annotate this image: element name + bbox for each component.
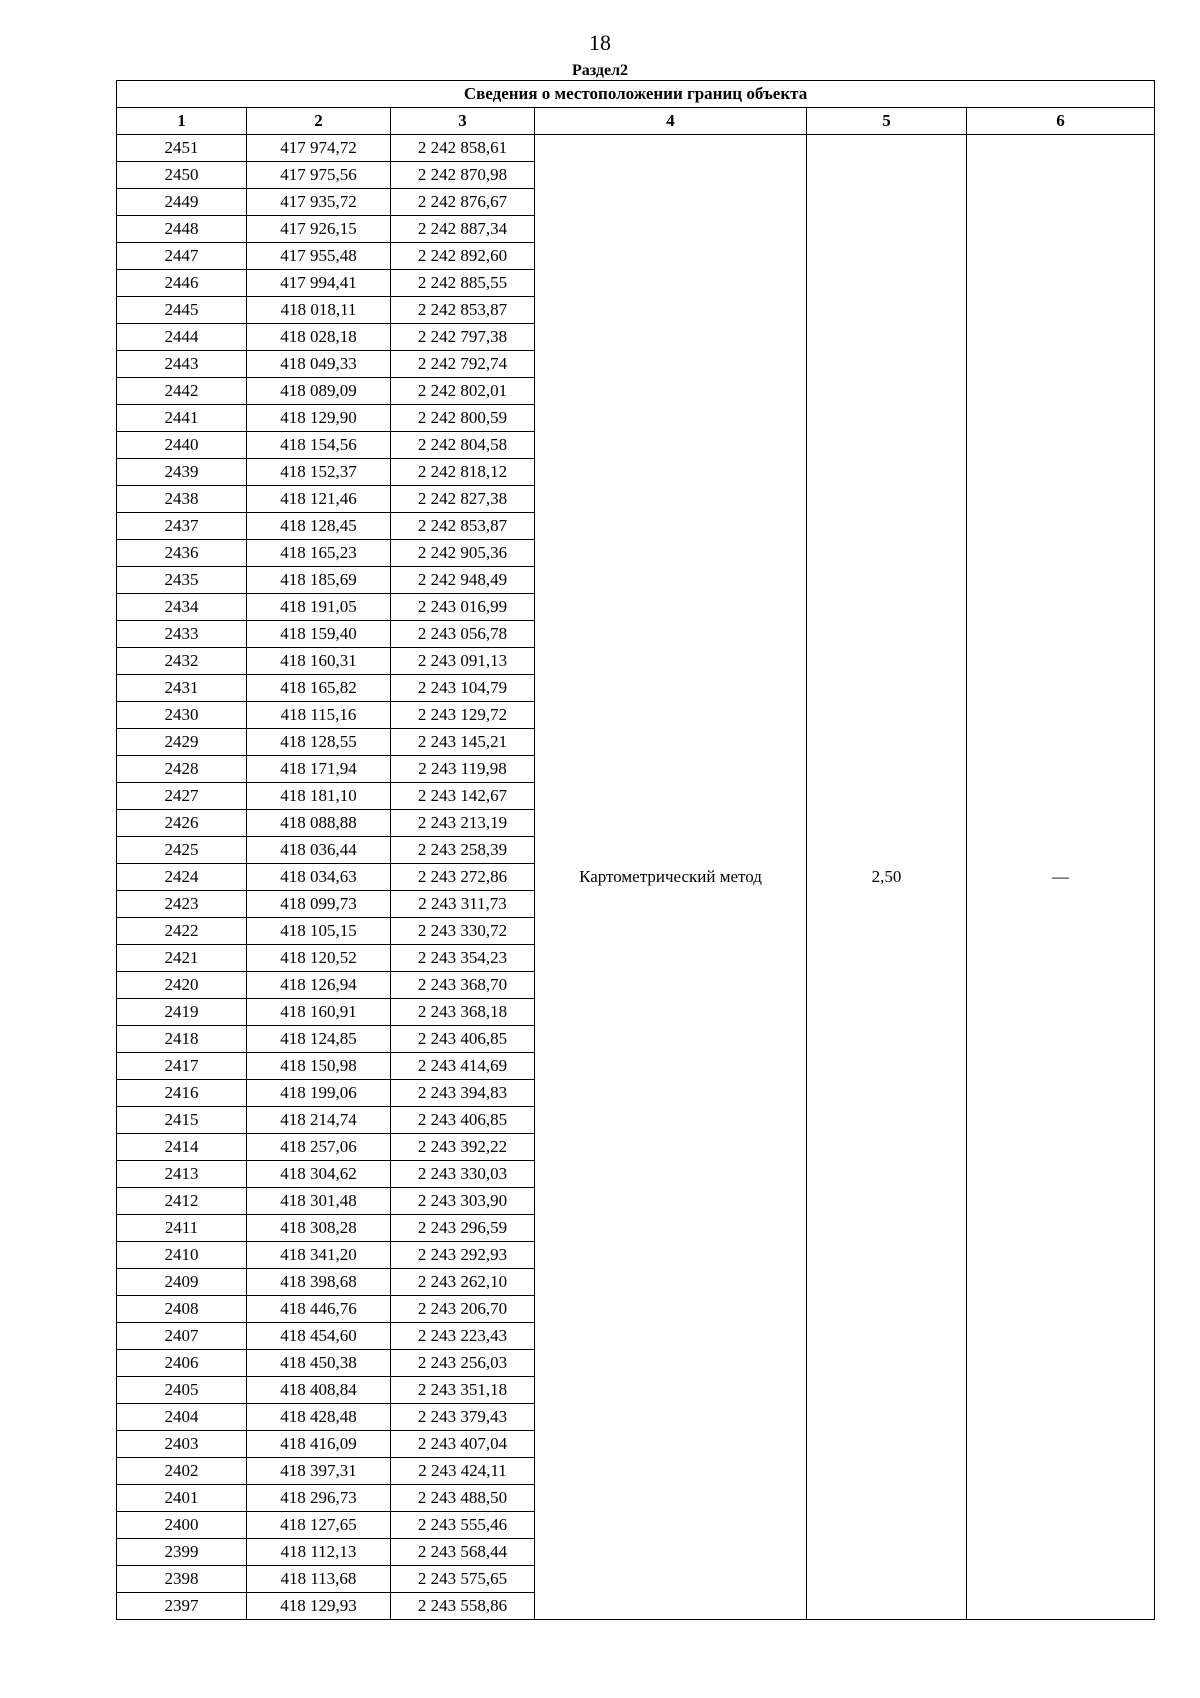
y-coordinate-cell: 2 243 262,10 [391, 1269, 535, 1296]
point-number-cell: 2433 [117, 621, 247, 648]
y-coordinate-cell: 2 243 406,85 [391, 1026, 535, 1053]
point-number-cell: 2446 [117, 270, 247, 297]
point-number-cell: 2414 [117, 1134, 247, 1161]
y-coordinate-cell: 2 242 800,59 [391, 405, 535, 432]
point-number-cell: 2407 [117, 1323, 247, 1350]
y-coordinate-cell: 2 242 858,61 [391, 135, 535, 162]
y-coordinate-cell: 2 243 407,04 [391, 1431, 535, 1458]
y-coordinate-cell: 2 242 853,87 [391, 297, 535, 324]
point-number-cell: 2428 [117, 756, 247, 783]
point-number-cell: 2439 [117, 459, 247, 486]
y-coordinate-cell: 2 242 905,36 [391, 540, 535, 567]
y-coordinate-cell: 2 242 887,34 [391, 216, 535, 243]
x-coordinate-cell: 417 994,41 [247, 270, 391, 297]
x-coordinate-cell: 418 165,82 [247, 675, 391, 702]
x-coordinate-cell: 418 341,20 [247, 1242, 391, 1269]
x-coordinate-cell: 418 105,15 [247, 918, 391, 945]
table-row [117, 135, 1155, 162]
y-coordinate-cell: 2 243 575,65 [391, 1566, 535, 1593]
point-number-cell: 2405 [117, 1377, 247, 1404]
x-coordinate-cell: 418 099,73 [247, 891, 391, 918]
table-caption-row [117, 81, 1155, 108]
point-number-cell: 2427 [117, 783, 247, 810]
y-coordinate-cell: 2 243 016,99 [391, 594, 535, 621]
x-coordinate-cell: 418 304,62 [247, 1161, 391, 1188]
point-number-cell: 2421 [117, 945, 247, 972]
x-coordinate-cell: 418 120,52 [247, 945, 391, 972]
y-coordinate-cell: 2 243 091,13 [391, 648, 535, 675]
x-coordinate-cell: 418 089,09 [247, 378, 391, 405]
column-header-row [117, 108, 1155, 135]
x-coordinate-cell: 418 446,76 [247, 1296, 391, 1323]
y-coordinate-cell: 2 243 104,79 [391, 675, 535, 702]
y-coordinate-cell: 2 242 870,98 [391, 162, 535, 189]
y-coordinate-cell: 2 243 256,03 [391, 1350, 535, 1377]
y-coordinate-cell: 2 243 119,98 [391, 756, 535, 783]
column6-cell: — [967, 135, 1155, 1620]
x-coordinate-cell: 418 416,09 [247, 1431, 391, 1458]
x-coordinate-cell: 418 171,94 [247, 756, 391, 783]
table-body [117, 135, 1155, 1620]
x-coordinate-cell: 418 408,84 [247, 1377, 391, 1404]
x-coordinate-cell: 418 128,45 [247, 513, 391, 540]
point-number-cell: 2402 [117, 1458, 247, 1485]
y-coordinate-cell: 2 243 555,46 [391, 1512, 535, 1539]
x-coordinate-cell: 418 115,16 [247, 702, 391, 729]
x-coordinate-cell: 418 160,91 [247, 999, 391, 1026]
x-coordinate-cell: 418 034,63 [247, 864, 391, 891]
point-number-cell: 2444 [117, 324, 247, 351]
y-coordinate-cell: 2 243 368,18 [391, 999, 535, 1026]
y-coordinate-cell: 2 242 885,55 [391, 270, 535, 297]
y-coordinate-cell: 2 243 311,73 [391, 891, 535, 918]
column-header: 6 [967, 108, 1155, 135]
x-coordinate-cell: 418 121,46 [247, 486, 391, 513]
point-number-cell: 2398 [117, 1566, 247, 1593]
point-number-cell: 2434 [117, 594, 247, 621]
column-header: 5 [807, 108, 967, 135]
x-coordinate-cell: 418 127,65 [247, 1512, 391, 1539]
x-coordinate-cell: 418 028,18 [247, 324, 391, 351]
point-number-cell: 2425 [117, 837, 247, 864]
point-number-cell: 2437 [117, 513, 247, 540]
x-coordinate-cell: 418 199,06 [247, 1080, 391, 1107]
point-number-cell: 2436 [117, 540, 247, 567]
point-number-cell: 2412 [117, 1188, 247, 1215]
y-coordinate-cell: 2 243 296,59 [391, 1215, 535, 1242]
y-coordinate-cell: 2 243 392,22 [391, 1134, 535, 1161]
point-number-cell: 2451 [117, 135, 247, 162]
x-coordinate-cell: 418 126,94 [247, 972, 391, 999]
x-coordinate-cell: 418 214,74 [247, 1107, 391, 1134]
x-coordinate-cell: 418 129,93 [247, 1593, 391, 1620]
point-number-cell: 2430 [117, 702, 247, 729]
y-coordinate-cell: 2 243 558,86 [391, 1593, 535, 1620]
point-number-cell: 2447 [117, 243, 247, 270]
point-number-cell: 2406 [117, 1350, 247, 1377]
point-number-cell: 2411 [117, 1215, 247, 1242]
y-coordinate-cell: 2 243 292,93 [391, 1242, 535, 1269]
point-number-cell: 2423 [117, 891, 247, 918]
boundary-coordinates-table [116, 80, 1155, 1620]
y-coordinate-cell: 2 243 129,72 [391, 702, 535, 729]
x-coordinate-cell: 418 257,06 [247, 1134, 391, 1161]
x-coordinate-cell: 418 185,69 [247, 567, 391, 594]
y-coordinate-cell: 2 243 406,85 [391, 1107, 535, 1134]
y-coordinate-cell: 2 243 206,70 [391, 1296, 535, 1323]
y-coordinate-cell: 2 243 056,78 [391, 621, 535, 648]
y-coordinate-cell: 2 243 213,19 [391, 810, 535, 837]
x-coordinate-cell: 418 191,05 [247, 594, 391, 621]
x-coordinate-cell: 418 301,48 [247, 1188, 391, 1215]
point-number-cell: 2445 [117, 297, 247, 324]
point-number-cell: 2404 [117, 1404, 247, 1431]
y-coordinate-cell: 2 242 797,38 [391, 324, 535, 351]
y-coordinate-cell: 2 242 818,12 [391, 459, 535, 486]
point-number-cell: 2399 [117, 1539, 247, 1566]
x-coordinate-cell: 418 428,48 [247, 1404, 391, 1431]
point-number-cell: 2431 [117, 675, 247, 702]
point-number-cell: 2416 [117, 1080, 247, 1107]
y-coordinate-cell: 2 242 892,60 [391, 243, 535, 270]
point-number-cell: 2417 [117, 1053, 247, 1080]
column-header: 4 [535, 108, 807, 135]
y-coordinate-cell: 2 242 802,01 [391, 378, 535, 405]
point-number-cell: 2397 [117, 1593, 247, 1620]
x-coordinate-cell: 418 165,23 [247, 540, 391, 567]
x-coordinate-cell: 418 129,90 [247, 405, 391, 432]
y-coordinate-cell: 2 242 948,49 [391, 567, 535, 594]
y-coordinate-cell: 2 243 272,86 [391, 864, 535, 891]
point-number-cell: 2440 [117, 432, 247, 459]
y-coordinate-cell: 2 243 488,50 [391, 1485, 535, 1512]
x-coordinate-cell: 418 124,85 [247, 1026, 391, 1053]
x-coordinate-cell: 418 159,40 [247, 621, 391, 648]
y-coordinate-cell: 2 243 223,43 [391, 1323, 535, 1350]
y-coordinate-cell: 2 242 792,74 [391, 351, 535, 378]
column-header: 2 [247, 108, 391, 135]
x-coordinate-cell: 418 397,31 [247, 1458, 391, 1485]
table-caption: Сведения о местоположении границ объекта [117, 81, 1155, 108]
x-coordinate-cell: 417 935,72 [247, 189, 391, 216]
x-coordinate-cell: 418 112,13 [247, 1539, 391, 1566]
y-coordinate-cell: 2 242 853,87 [391, 513, 535, 540]
point-number-cell: 2410 [117, 1242, 247, 1269]
y-coordinate-cell: 2 243 142,67 [391, 783, 535, 810]
y-coordinate-cell: 2 242 827,38 [391, 486, 535, 513]
point-number-cell: 2409 [117, 1269, 247, 1296]
x-coordinate-cell: 418 128,55 [247, 729, 391, 756]
point-number-cell: 2424 [117, 864, 247, 891]
x-coordinate-cell: 418 181,10 [247, 783, 391, 810]
y-coordinate-cell: 2 243 368,70 [391, 972, 535, 999]
y-coordinate-cell: 2 243 145,21 [391, 729, 535, 756]
point-number-cell: 2401 [117, 1485, 247, 1512]
point-number-cell: 2429 [117, 729, 247, 756]
x-coordinate-cell: 418 398,68 [247, 1269, 391, 1296]
x-coordinate-cell: 418 150,98 [247, 1053, 391, 1080]
y-coordinate-cell: 2 242 876,67 [391, 189, 535, 216]
x-coordinate-cell: 418 154,56 [247, 432, 391, 459]
point-number-cell: 2448 [117, 216, 247, 243]
y-coordinate-cell: 2 243 424,11 [391, 1458, 535, 1485]
y-coordinate-cell: 2 243 303,90 [391, 1188, 535, 1215]
x-coordinate-cell: 417 926,15 [247, 216, 391, 243]
x-coordinate-cell: 417 955,48 [247, 243, 391, 270]
point-number-cell: 2435 [117, 567, 247, 594]
y-coordinate-cell: 2 243 379,43 [391, 1404, 535, 1431]
point-number-cell: 2443 [117, 351, 247, 378]
point-number-cell: 2420 [117, 972, 247, 999]
accuracy-cell: 2,50 [807, 135, 967, 1620]
x-coordinate-cell: 418 088,88 [247, 810, 391, 837]
y-coordinate-cell: 2 243 354,23 [391, 945, 535, 972]
x-coordinate-cell: 418 036,44 [247, 837, 391, 864]
x-coordinate-cell: 418 454,60 [247, 1323, 391, 1350]
x-coordinate-cell: 418 296,73 [247, 1485, 391, 1512]
y-coordinate-cell: 2 243 394,83 [391, 1080, 535, 1107]
point-number-cell: 2418 [117, 1026, 247, 1053]
x-coordinate-cell: 418 450,38 [247, 1350, 391, 1377]
x-coordinate-cell: 418 049,33 [247, 351, 391, 378]
y-coordinate-cell: 2 242 804,58 [391, 432, 535, 459]
x-coordinate-cell: 417 974,72 [247, 135, 391, 162]
point-number-cell: 2438 [117, 486, 247, 513]
point-number-cell: 2450 [117, 162, 247, 189]
x-coordinate-cell: 417 975,56 [247, 162, 391, 189]
y-coordinate-cell: 2 243 351,18 [391, 1377, 535, 1404]
x-coordinate-cell: 418 018,11 [247, 297, 391, 324]
y-coordinate-cell: 2 243 258,39 [391, 837, 535, 864]
column-header: 3 [391, 108, 535, 135]
x-coordinate-cell: 418 160,31 [247, 648, 391, 675]
y-coordinate-cell: 2 243 330,03 [391, 1161, 535, 1188]
point-number-cell: 2432 [117, 648, 247, 675]
method-cell: Картометрический метод [535, 135, 807, 1620]
point-number-cell: 2408 [117, 1296, 247, 1323]
point-number-cell: 2413 [117, 1161, 247, 1188]
point-number-cell: 2426 [117, 810, 247, 837]
column-header: 1 [117, 108, 247, 135]
point-number-cell: 2419 [117, 999, 247, 1026]
page-number: 18 [589, 30, 611, 55]
point-number-cell: 2400 [117, 1512, 247, 1539]
point-number-cell: 2442 [117, 378, 247, 405]
point-number-cell: 2449 [117, 189, 247, 216]
x-coordinate-cell: 418 308,28 [247, 1215, 391, 1242]
point-number-cell: 2415 [117, 1107, 247, 1134]
y-coordinate-cell: 2 243 330,72 [391, 918, 535, 945]
x-coordinate-cell: 418 152,37 [247, 459, 391, 486]
x-coordinate-cell: 418 113,68 [247, 1566, 391, 1593]
y-coordinate-cell: 2 243 568,44 [391, 1539, 535, 1566]
point-number-cell: 2403 [117, 1431, 247, 1458]
y-coordinate-cell: 2 243 414,69 [391, 1053, 535, 1080]
section-title: Раздел2 [571, 62, 629, 79]
point-number-cell: 2441 [117, 405, 247, 432]
point-number-cell: 2422 [117, 918, 247, 945]
